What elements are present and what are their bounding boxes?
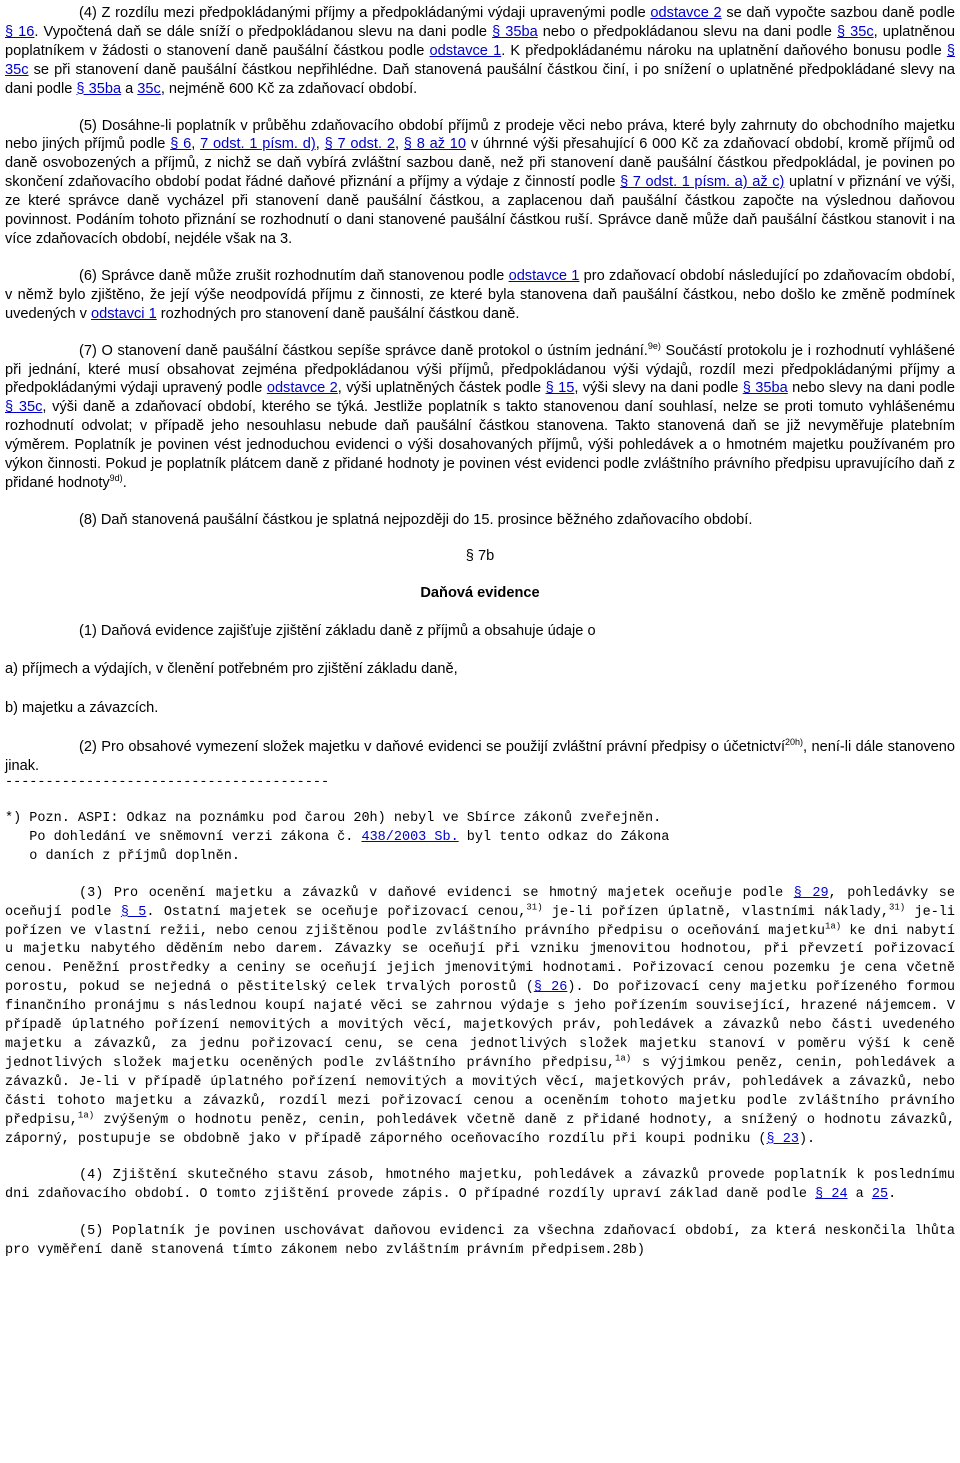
paragraph-4: (4) Z rozdílu mezi předpokládanými příjmy a předpokládanými výdaji upravenými podle odstavce 2 se daň vypočte sazbou daně podle § 16. Vypočtená daň se dále sníží o předpokládanou slevu na dani podle § 35ba nebo o předpokládanou slevu na dani podle § 35c, uplatněnou poplatníkem v žádosti o stanovení daně paušální částkou podle odstavce 1. K předpokládanému nároku na uplatnění daňového bonusu podle § 35c se při stanovení daně paušální částkou nepřihlédne. Daň stanovená paušální částkou činí, i po snížení o uplatněné předpokládané slevy na dani podle § 35ba a 35c, nejméně 600 Kč za zdaňovací období. [5,5,956,97]
link-25[interactable]: 25 [871,1187,889,1203]
footnote-ref-20h: 20h) [785,737,804,748]
link-438-2003-sb[interactable]: 438/2003 Sb. [361,829,459,845]
evidence-paragraph-4: (4) Zjištění skutečného stavu zásob, hmotného majetku, pohledávek a závazků provede poplatník k poslednímu dni zdaňovacího období. O tomto zjištění provede zápis. O případné rozdíly upraví základ daně podle § 24 a 25. [5,1168,955,1203]
evidence-paragraph-1: (1) Daňová evidence zajišťuje zjištění základu daně z příjmů a obsahuje údaje o [79,622,596,639]
evidence-item-a: a) příjmech a výdajích, v členění potřebném pro zjištění základu daně, [5,661,458,678]
footnote-ref-1a-c: 1a) [77,1110,95,1121]
section-mark: § 7b [465,547,495,564]
footnote-ref-9e: 9e) [647,340,661,351]
paragraph-8: (8) Daň stanovená paušální částkou je splatná nejpozději do 15. prosince běžného zdaňovacího období. [79,511,753,528]
link-odstavce-1-p6[interactable]: odstavce 1 [508,267,580,284]
link-par-35ba[interactable]: § 35ba [492,23,538,40]
link-par-35ba-p7[interactable]: § 35ba [742,380,788,397]
link-par-24[interactable]: § 24 [815,1187,848,1203]
link-par-35c-bonus[interactable]: § 35c [5,42,955,78]
link-par-16[interactable]: § 16 [5,23,35,40]
link-odstavce-2[interactable]: odstavce 2 [650,5,722,21]
footnote-ref-31: 31) [526,902,543,913]
link-35c-2[interactable]: 35c [137,80,161,97]
link-par-23[interactable]: § 23 [766,1131,799,1147]
link-par-15[interactable]: § 15 [545,380,575,397]
aspi-note-line-2: Po dohledání ve sněmovní verzi zákona č. 438/2003 Sb. byl tento odkaz do Zákona [5,829,670,845]
paragraph-5: (5) Dosáhne-li poplatník v průběhu zdaňovacího období příjmů z prodeje věci nebo práva, které byly zahrnuty do obchodního majetku nebo jiných příjmů podle § 6, 7 odst. 1 písm. d), § 7 odst. 2, § 8 až 10 v úhrnné výši přesahující 6 000 Kč za zdaňovací období, kromě příjmů od daně osvobozených a příjmů, z nichž se daň vybírá zvláštní sazbou daně, než při stanovení daně paušální částkou předpokládal, je povinen po skončení zdaňovacího období podat řádné daňové přiznání a příjmy a výdaje z činností podle § 7 odst. 1 písm. a) až c) uplatní v přiznání ve výši, ze které správce daně vycházel při stanovení daně paušální částkou, a zaplacenou daň paušální částkou započte na výslednou daňovou povinnost. Podáním tohoto přiznání se rozhodnutí o dani stanovené paušální částkou ruší. Správce daně může daň paušální částkou stanovit i na více zdaňovacích období, nejdéle však na 3. [5,117,956,247]
link-par-35ba-2[interactable]: § 35ba [76,80,122,97]
link-par-7-odst-2[interactable]: § 7 odst. 2 [324,136,395,153]
link-par-8-az-10[interactable]: § 8 až 10 [403,136,467,153]
link-par-7-odst-1-pism-a-c[interactable]: § 7 odst. 1 písm. a) až c) [620,174,785,191]
footnote-ref-1a-b: 1a) [615,1053,632,1064]
separator-rule: ---------------------------------------- [5,775,330,791]
link-par-35c[interactable]: § 35c [836,23,874,40]
footnote-ref-9d: 9d) [109,473,123,484]
evidence-paragraph-2: (2) Pro obsahové vymezení složek majetku v daňové evidenci se použijí zvláštní právní předpisy o účetnictví$^{20h)}$, není-li dále stanoveno jinak. [5,737,955,775]
link-odstavce-1[interactable]: odstavce 1 [429,42,502,59]
link-par-6[interactable]: § 6 [170,136,192,153]
law-text-page [5,4,955,1261]
link-odstavce-2-p7[interactable]: odstavce 2 [266,380,338,397]
link-par-26[interactable]: § 26 [533,980,568,996]
evidence-item-b: b) majetku a závazcích. [5,700,159,717]
aspi-note-line-1: *) Pozn. ASPI: Odkaz na poznámku pod čarou 20h) nebyl ve Sbírce zákonů zveřejněn. [5,811,662,826]
link-par-29[interactable]: § 29 [793,885,829,901]
link-par-35c-p7[interactable]: § 35c [5,399,43,416]
paragraph-6: (6) Správce daně může zrušit rozhodnutím daň stanovenou podle odstavce 1 pro zdaňovací období následující po zdaňovacím období, v němž bylo zjištěno, že její výše neodpovídá příjmu z činnosti, ze které byla stanovena daň paušální částkou, nebo došlo ke změně podmínek uvedených v odstavci 1 rozhodných pro stanovení daně paušální částkou daně. [5,267,955,322]
link-par-5[interactable]: § 5 [120,904,147,920]
link-odstavci-1[interactable]: odstavci 1 [91,305,157,322]
footnote-ref-31b: 31) [888,902,906,913]
section-title: Daňová evidence [420,584,540,601]
aspi-note-line-3: o daních z příjmů doplněn. [5,848,240,864]
evidence-paragraph-3: (3) Pro ocenění majetku a závazků v daňové evidenci se hmotný majetek oceňuje podle § 29, pohledávky se oceňují podle § 5. Ostatní majetek se oceňuje pořizovací cenou,$^{31)}$ je-li pořízen úplatně, vlastními náklady,$^{31)}$ je-li pořízen ve vlastní režii, nebo cenou zjištěnou podle zvláštního právního předpisu o oceňování majetku$^{1a)}$ ke dni nabytí u majetku nabytého děděním nebo darem. Závazky se oceňují při vzniku jmenovitou hodnotou, při převzetí pořizovací cenou. Peněžní prostředky a ceniny se oceňují jejich jmenovitými hodnotami. Pořizovací cenou pozemku je cena včetně porostu, pokud se nejedná o pěstitelský celek trvalých porostů (§ 26). Do pořizovací ceny majetku pořízeného formou finančního pronájmu s následnou koupí najaté věci se zahrnou výdaje s jeho pořízením související, hrazené nájemcem. V případě úplatného pořízení nemovitých a movitých věcí, majetkových práv, pohledávek a závazků nebo části uvedeného majetku a závazků, za jednu pořizovací cenu, se cena jednotlivých složek majetku stanoví v poměru výší k ceně jednotlivých složek majetku oceněných podle zvláštního právního předpisu,$^{1a)}$ s výjimkou peněz, cenin, pohledávek a závazků. Je-li v případě úplatného pořízení nemovitých a movitých věcí, majetkových práv, pohledávek a závazků, nebo části tohoto majetku a závazků, rozdíl mezi pořizovací cenou a oceněním tohoto majetku podle zvláštního právního předpisu,$^{1a)}$ zvýšeným o hodnotu peněz, cenin, pohledávek včetně daně z přidané hodnoty, a snížený o hodnotu závazků, záporný, postupuje se obdobně jako v případě záporného oceňovacího rozdílu při koupi podniku (§ 23). [5,885,956,1147]
evidence-paragraph-5: (5) Poplatník je povinen uschovávat daňovou evidenci za všechna zdaňovací období, za která neskončila lhůta pro vyměření daně stanovená tímto zákonem nebo zvláštním právním předpisem.28b) [5,1224,955,1259]
paragraph-7: (7) O stanovení daně paušální částkou sepíše správce daně protokol o ústním jednání.$^{9e)}$ Součástí protokolu je i rozhodnutí vyhlášené při jednání, které musí obsahovat zejména předpokládanou výši příjmů, předpokládanou výši výdajů, rozdíl mezi předpokládanými příjmy a předpokládanými výdaji upravený podle odstavce 2, výši uplatněných částek podle § 15, výši slevy na dani podle § 35ba nebo slevy na dani podle § 35c, výši daně a zdaňovací období, kterého se týká. Jestliže poplatník s takto stanovenou daní souhlasí, nelze se proti tomuto vyhlášenému rozhodnutí odvolat; v případě jeho nesouhlasu nebude daň paušální částkou stanovena. Takto stanovená daň se již nevyměřuje platebním výměrem. Poplatník je povinen vést jednoduchou evidenci o výši dosahovaných příjmů, výši pohledávek a o hmotném majetku používaném pro výkon činnosti. Pokud je poplatník plátcem daně z přidané hodnoty je povinen vést evidenci podle zvláštního právního předpisu upravujícího daň z přidané hodnoty$^{9d)}$. [5,340,956,491]
link-7-odst-1-pism-d[interactable]: 7 odst. 1 písm. d) [200,136,316,153]
footnote-ref-1a: 1a) [824,921,842,932]
